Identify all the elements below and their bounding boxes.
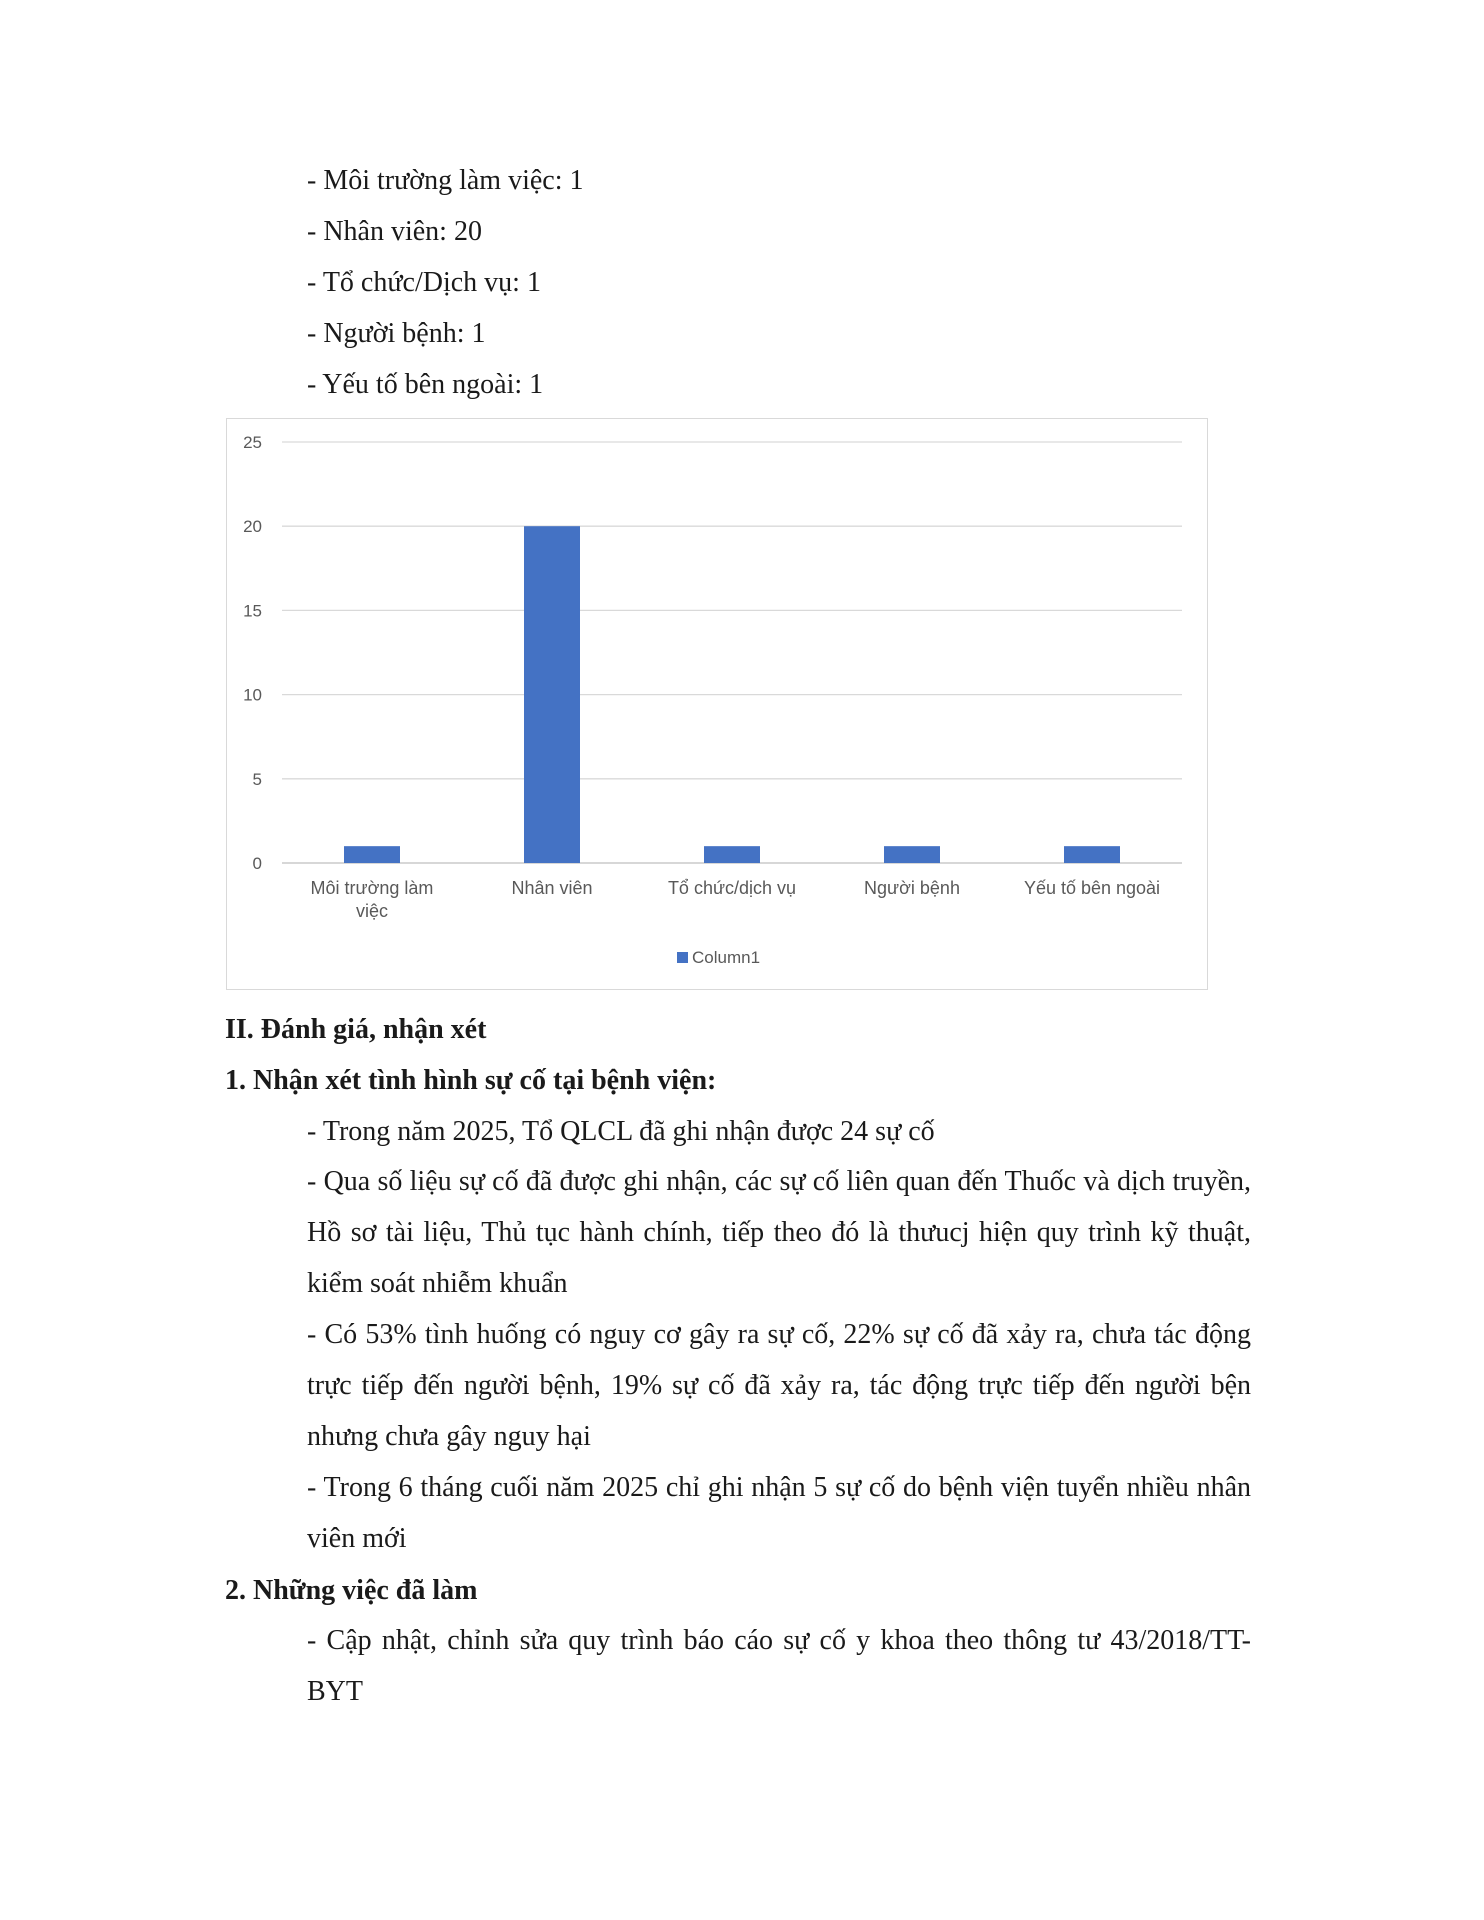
subsection-heading-1: 1. Nhận xét tình hình sự cố tại bệnh viện: (225, 1065, 717, 1096)
y-tick-label: 10 (243, 685, 262, 705)
paragraph-text: - Qua số liệu sự cố đã được ghi nhận, các sự cố liên quan đến Thuốc và dịch truyền, Hồ sơ tài liệu, Thủ tục hành chính, tiếp theo đó là thưucj hiện quy trình kỹ thuật, kiểm soát nhiễm khuẩn (307, 1166, 1251, 1299)
x-tick-label: Tổ chức/dịch vụ (667, 878, 797, 898)
paragraph-text: - Trong 6 tháng cuối năm 2025 chỉ ghi nhận 5 sự cố do bệnh viện tuyển nhiều nhân viên mới (307, 1472, 1251, 1554)
y-tick-label: 20 (243, 517, 262, 537)
category-item: - Người bệnh: 1 (307, 318, 486, 349)
y-tick-label: 15 (243, 601, 262, 621)
bar (1064, 846, 1120, 863)
bar (884, 846, 940, 863)
bar (704, 846, 760, 863)
legend-swatch (677, 952, 688, 963)
y-tick-label: 0 (252, 854, 262, 873)
paragraph (225, 1462, 1251, 1564)
bar-chart (226, 418, 1208, 990)
section-heading: II. Đánh giá, nhận xét (225, 1014, 487, 1045)
category-item: - Môi trường làm việc: 1 (307, 165, 584, 196)
bar-chart-svg (227, 419, 1207, 989)
y-tick-label: 5 (252, 769, 262, 789)
paragraph-text: - Có 53% tình huống có nguy cơ gây ra sự cố, 22% sự cố đã xảy ra, chưa tác động trực tiếp đến người bệnh, 19% sự cố đã xảy ra, tác động trực tiếp đến người bện nhưng chưa gây nguy hại (307, 1319, 1251, 1452)
x-tick-label: Người bệnh (864, 878, 960, 898)
category-item: - Nhân viên: 20 (307, 216, 482, 247)
paragraph (225, 1615, 1251, 1717)
subsection-heading-2: 2. Những việc đã làm (225, 1575, 478, 1606)
x-tick-label: Nhân viên (511, 878, 593, 898)
paragraph-text: - Cập nhật, chỉnh sửa quy trình báo cáo sự cố y khoa theo thông tư 43/2018/TT-BYT (307, 1625, 1251, 1707)
category-item: - Tổ chức/Dịch vụ: 1 (307, 267, 541, 298)
bar (344, 846, 400, 863)
category-item: - Yếu tố bên ngoài: 1 (307, 369, 544, 400)
legend-label: Column1 (692, 948, 761, 967)
x-tick-label: Yếu tố bên ngoài (1023, 878, 1161, 898)
bar (524, 526, 580, 863)
y-tick-label: 25 (243, 433, 262, 452)
paragraph (225, 1309, 1251, 1462)
paragraph: - Trong năm 2025, Tổ QLCL đã ghi nhận được 24 sự cố (307, 1116, 935, 1147)
x-tick-label: Môi trường làm việc (310, 878, 434, 921)
paragraph (225, 1156, 1251, 1309)
